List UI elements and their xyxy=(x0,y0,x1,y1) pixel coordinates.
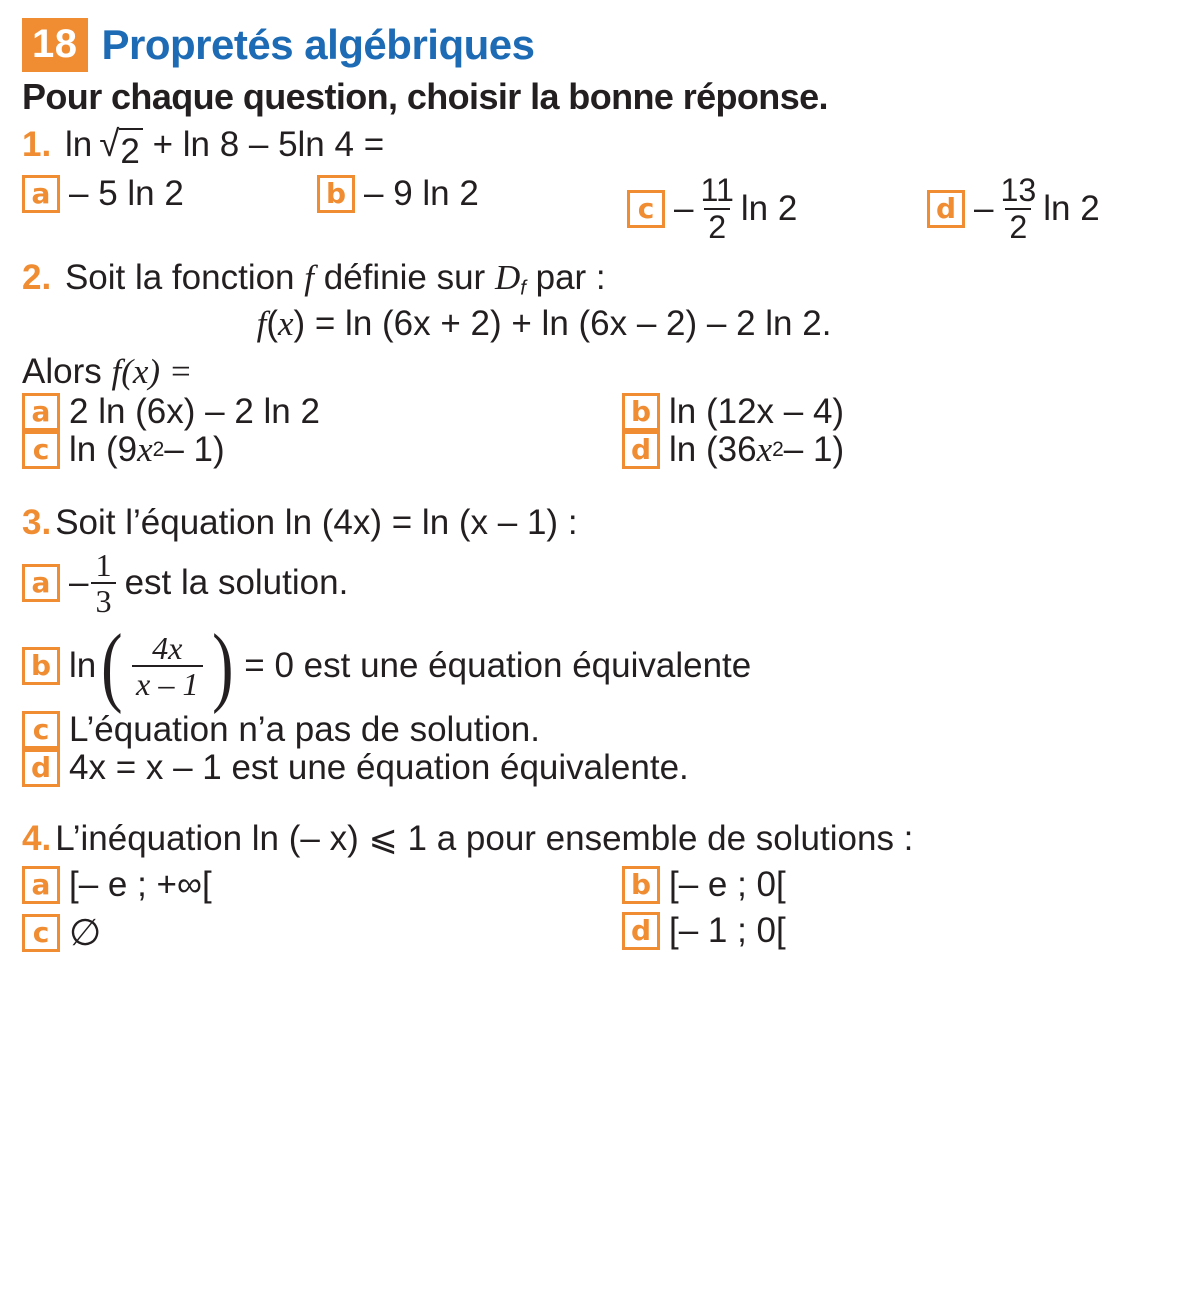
option-letter-c: c xyxy=(22,914,60,952)
question-1-number: 1. xyxy=(22,125,52,164)
question-4-number: 4. xyxy=(22,819,52,859)
formula-variable: x xyxy=(277,304,294,344)
option-2d-pre: ln (36 xyxy=(669,429,757,469)
option-1a-text: – 5 ln 2 xyxy=(69,174,184,214)
option-2c-pre: ln (9 xyxy=(69,429,138,469)
question-3-option-d[interactable] xyxy=(22,748,1186,788)
question-4-options-row-1 xyxy=(22,865,1186,905)
alors-fx: f(x) = xyxy=(111,351,193,391)
sqrt-radicand: 2 xyxy=(119,128,142,172)
question-3-option-a[interactable] xyxy=(22,547,1186,620)
option-1d-tail: ln 2 xyxy=(1043,188,1100,228)
question-2-alors xyxy=(22,351,1186,392)
question-3-prompt xyxy=(22,502,1186,543)
domain-subscript: f xyxy=(520,277,526,300)
question-2-options-row-1 xyxy=(22,392,1186,432)
option-4a[interactable] xyxy=(22,865,622,905)
option-1d-sign: – xyxy=(974,188,994,228)
question-1-prompt xyxy=(22,124,1186,172)
option-1c-tail: ln 2 xyxy=(740,188,798,228)
question-2-options-row-2 xyxy=(22,430,1186,470)
option-4b-text: [– e ; 0[ xyxy=(669,865,786,905)
open-paren-icon: ( xyxy=(101,615,123,715)
option-1d[interactable] xyxy=(927,172,1100,245)
option-letter-d: d xyxy=(927,190,965,228)
question-2-prompt xyxy=(22,257,1186,302)
option-letter-c: c xyxy=(22,431,60,469)
formula-body: ) = ln (6x + 2) + ln (6x – 2) – 2 ln 2. xyxy=(293,304,832,344)
option-4a-text: [– e ; +∞[ xyxy=(69,865,212,905)
option-4d[interactable] xyxy=(622,911,1186,951)
fraction-denominator: x – 1 xyxy=(132,665,203,700)
option-2d-exponent: 2 xyxy=(772,437,784,461)
option-letter-a: a xyxy=(22,175,60,213)
function-symbol: f xyxy=(304,257,314,297)
option-letter-a: a xyxy=(22,393,60,431)
fraction-numerator: 13 xyxy=(1000,172,1037,209)
option-3b-ln: ln xyxy=(69,645,97,685)
option-2c-exponent: 2 xyxy=(152,437,165,461)
option-1c[interactable] xyxy=(627,172,927,245)
exercise-number-badge: 18 xyxy=(22,18,88,72)
question-2-number: 2. xyxy=(22,257,52,297)
formula-function: f xyxy=(256,304,267,344)
question-2-text-a: Soit la fonction xyxy=(64,257,295,297)
question-3-option-b[interactable] xyxy=(22,615,1186,715)
question-2-text-b: définie sur xyxy=(323,257,486,297)
option-4c[interactable] xyxy=(22,911,622,954)
page-title: Propretés algébriques xyxy=(101,21,535,68)
option-letter-d: d xyxy=(622,912,660,950)
option-4c-text: ∅ xyxy=(69,912,102,954)
option-2b-text: ln (12x – 4) xyxy=(669,391,845,431)
domain-symbol: D xyxy=(494,257,521,297)
question-3-number: 3. xyxy=(22,502,52,542)
option-2c-post: – 1) xyxy=(164,429,225,469)
question-2-formula: f(x) = ln (6x + 2) + ln (6x – 2) – 2 ln 2. xyxy=(256,304,832,344)
option-2c-var: x xyxy=(137,429,153,469)
exercise-header xyxy=(22,18,1186,72)
option-letter-a: a xyxy=(22,866,60,904)
alors-label: Alors xyxy=(22,351,102,391)
option-letter-b: b xyxy=(22,647,60,685)
option-letter-d: d xyxy=(22,749,60,787)
fraction-denominator: 3 xyxy=(91,582,115,617)
option-2a[interactable] xyxy=(22,392,622,432)
option-letter-a: a xyxy=(22,564,60,602)
option-letter-b: b xyxy=(317,175,355,213)
option-letter-d: d xyxy=(622,431,660,469)
option-2d-post: – 1) xyxy=(783,429,845,469)
option-2a-text: 2 ln (6x) – 2 ln 2 xyxy=(69,391,320,431)
option-1a[interactable] xyxy=(22,174,317,214)
option-1b-text: – 9 ln 2 xyxy=(364,174,479,214)
option-4d-text: [– 1 ; 0[ xyxy=(669,911,786,951)
fraction-denominator: 2 xyxy=(1005,208,1031,243)
fraction-numerator: 4x xyxy=(152,629,183,666)
option-4b[interactable] xyxy=(622,865,1186,905)
question-1-ln: ln xyxy=(64,125,93,164)
option-3c-text: L’équation n’a pas de solution. xyxy=(69,710,540,750)
option-1b[interactable] xyxy=(317,174,627,214)
option-2d-var: x xyxy=(756,429,773,469)
option-2c[interactable] xyxy=(22,430,622,470)
option-3d-text: 4x = x – 1 est une équation équivalente. xyxy=(69,748,689,788)
fraction-denominator: 2 xyxy=(704,208,730,243)
option-3a-sign: – xyxy=(69,563,89,603)
option-3b-tail: = 0 est une équation équivalente xyxy=(244,645,752,685)
question-4-prompt xyxy=(22,818,1186,859)
question-1-rest: + ln 8 – 5ln 4 = xyxy=(152,125,385,164)
option-2b[interactable] xyxy=(622,392,1186,432)
option-letter-b: b xyxy=(622,393,660,431)
question-4-text: L’inéquation ln (– x) ⩽ 1 a pour ensemble de solutions : xyxy=(55,819,914,859)
question-4-options-row-2 xyxy=(22,911,1186,954)
fraction-1-over-3 xyxy=(91,547,115,620)
fraction-numerator: 1 xyxy=(95,547,112,584)
question-1-options xyxy=(22,172,1186,245)
option-letter-c: c xyxy=(627,190,665,228)
option-2d[interactable] xyxy=(622,430,1186,470)
option-3a-tail: est la solution. xyxy=(124,563,349,603)
fraction-numerator: 11 xyxy=(700,172,734,209)
sqrt-icon: √ 2 xyxy=(99,126,143,172)
question-2-text-c: par : xyxy=(535,257,606,297)
fraction-13-over-2 xyxy=(996,172,1040,245)
fraction-4x-over-x-minus-1 xyxy=(132,629,203,702)
option-letter-c: c xyxy=(22,711,60,749)
close-paren-icon: ) xyxy=(211,615,234,715)
question-3-text: Soit l’équation ln (4x) = ln (x – 1) : xyxy=(55,502,578,542)
instruction-text: Pour chaque question, choisir la bonne réponse. xyxy=(22,76,828,117)
question-3-option-c[interactable] xyxy=(22,710,1186,750)
option-letter-b: b xyxy=(622,866,660,904)
fraction-11-over-2 xyxy=(696,172,737,245)
option-1c-sign: – xyxy=(674,188,694,228)
